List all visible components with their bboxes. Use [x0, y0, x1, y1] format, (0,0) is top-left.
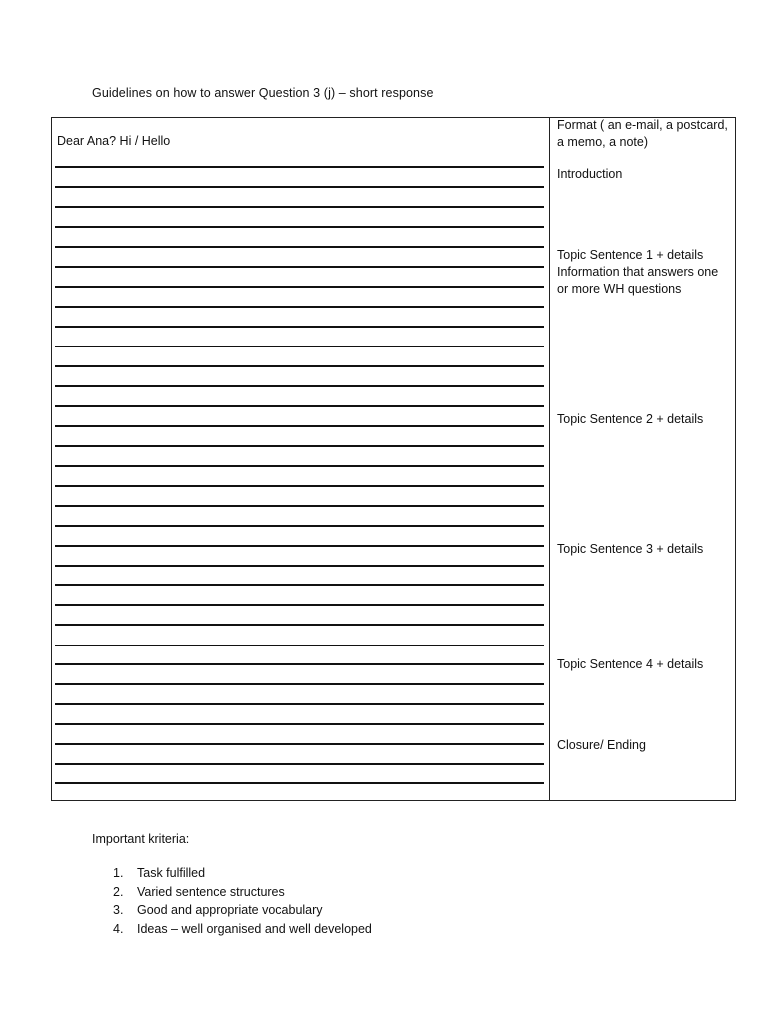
writing-line[interactable] — [55, 346, 544, 347]
writing-line[interactable] — [55, 604, 544, 606]
writing-line[interactable] — [55, 763, 544, 765]
writing-line[interactable] — [55, 206, 544, 208]
writing-line[interactable] — [55, 425, 544, 427]
criteria-item — [113, 864, 372, 883]
writing-line[interactable] — [55, 445, 544, 447]
criteria-heading: Important kriteria: — [92, 832, 190, 846]
writing-line[interactable] — [55, 624, 544, 626]
writing-line[interactable] — [55, 246, 544, 248]
criteria-item-number: 4. — [113, 922, 124, 937]
guide-topic-4: Topic Sentence 4 + details — [557, 657, 704, 671]
writing-line[interactable] — [55, 545, 544, 547]
guide-topic-1: Topic Sentence 1 + details — [557, 248, 704, 262]
column-divider — [549, 117, 550, 801]
criteria-item-text: Good and appropriate vocabulary — [137, 903, 323, 918]
page-title: Guidelines on how to answer Question 3 (j) – short response — [92, 86, 434, 100]
criteria-item-text: Ideas – well organised and well developed — [137, 922, 372, 937]
writing-line[interactable] — [55, 743, 544, 745]
writing-line[interactable] — [55, 465, 544, 467]
criteria-item — [113, 920, 372, 939]
writing-line[interactable] — [55, 266, 544, 268]
writing-line[interactable] — [55, 286, 544, 288]
guide-topic-2: Topic Sentence 2 + details — [557, 412, 704, 426]
guide-topic-3: Topic Sentence 3 + details — [557, 542, 704, 556]
criteria-item-text: Varied sentence structures — [137, 884, 285, 899]
writing-line[interactable] — [55, 703, 544, 705]
criteria-item-number: 1. — [113, 866, 124, 880]
greeting-text: Dear Ana? Hi / Hello — [57, 134, 171, 148]
writing-line[interactable] — [55, 385, 544, 387]
writing-line[interactable] — [55, 782, 544, 784]
writing-line[interactable] — [55, 326, 544, 328]
writing-line[interactable] — [55, 166, 544, 168]
writing-line[interactable] — [55, 565, 544, 567]
criteria-item-number: 2. — [113, 884, 124, 899]
criteria-item — [113, 901, 372, 920]
writing-line[interactable] — [55, 365, 544, 367]
criteria-list — [113, 864, 372, 939]
writing-line[interactable] — [55, 186, 544, 188]
guide-format: Format ( an e-mail, a postcard, a memo, a note) — [557, 118, 728, 149]
writing-line[interactable] — [55, 663, 544, 665]
writing-line[interactable] — [55, 723, 544, 725]
guide-introduction: Introduction — [557, 167, 623, 181]
writing-line[interactable] — [55, 505, 544, 507]
writing-line[interactable] — [55, 226, 544, 228]
writing-line[interactable] — [55, 584, 544, 586]
writing-line[interactable] — [55, 525, 544, 527]
criteria-item-text: Task fulfilled — [137, 866, 206, 880]
writing-line[interactable] — [55, 485, 544, 487]
writing-line[interactable] — [55, 683, 544, 685]
guide-topic-1-detail: Information that answers one or more WH questions — [557, 265, 719, 296]
criteria-item — [113, 883, 372, 902]
guide-closure: Closure/ Ending — [557, 738, 646, 752]
writing-line[interactable] — [55, 306, 544, 308]
writing-line[interactable] — [55, 405, 544, 407]
writing-line[interactable] — [55, 645, 544, 646]
criteria-item-number: 3. — [113, 903, 124, 918]
